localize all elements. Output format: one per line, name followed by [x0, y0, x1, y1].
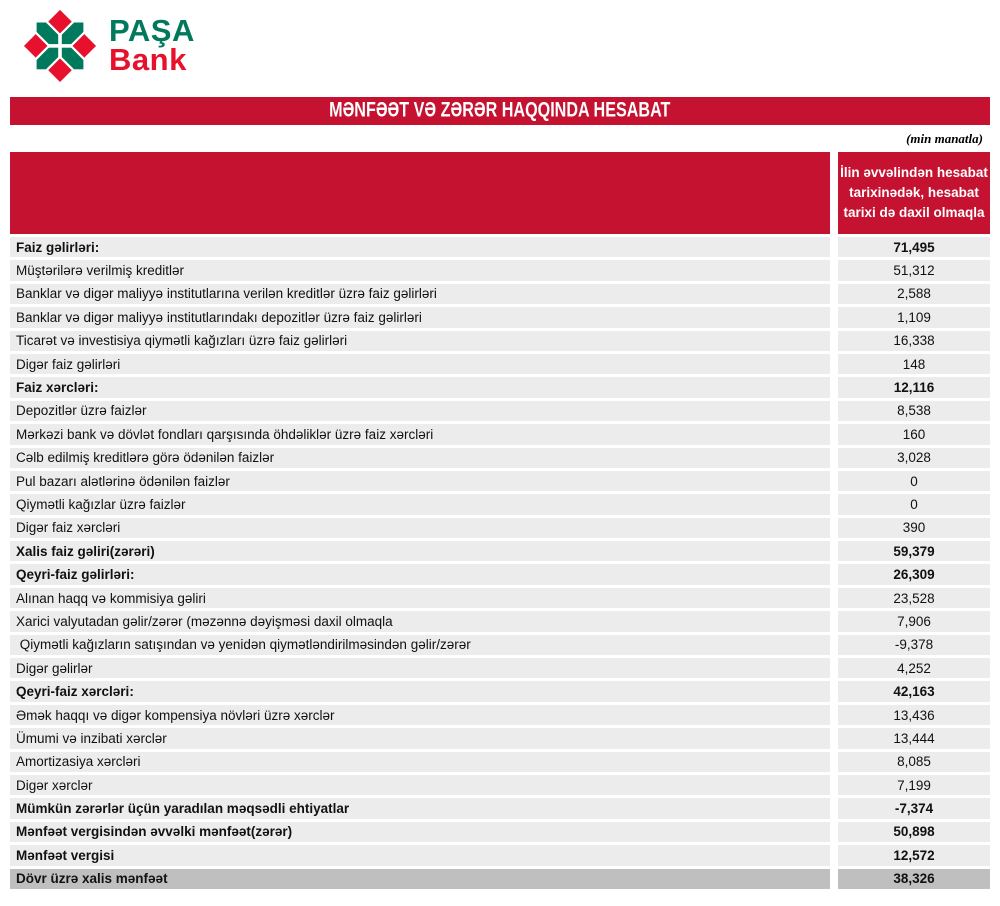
row-label: Xarici valyutadan gəlir/zərər (məzənnə dəyişməsi daxil olmaqla — [10, 611, 830, 631]
row-value: 148 — [838, 354, 990, 374]
table-row — [10, 845, 990, 865]
row-value: 2,588 — [838, 284, 990, 304]
table-row — [10, 424, 990, 444]
row-value: -7,374 — [838, 798, 990, 818]
brand-name-pasha: PAŞA — [109, 12, 195, 48]
row-label: Digər xərclər — [10, 775, 830, 795]
row-value: 71,495 — [838, 237, 990, 257]
row-value: 59,379 — [838, 541, 990, 561]
row-value: 7,199 — [838, 775, 990, 795]
table-row — [10, 518, 990, 538]
row-value: 3,028 — [838, 448, 990, 468]
table-row — [10, 728, 990, 748]
row-label: Qeyri-faiz xərcləri: — [10, 681, 830, 701]
row-label: Xalis faiz gəliri(zərəri) — [10, 541, 830, 561]
table-row — [10, 564, 990, 584]
row-value: 1,109 — [838, 307, 990, 327]
row-value: 12,572 — [838, 845, 990, 865]
row-value: 23,528 — [838, 588, 990, 608]
row-label: Faiz gəlirləri: — [10, 237, 830, 257]
table-row — [10, 798, 990, 818]
row-label: Cəlb edilmiş kreditlərə görə ödənilən faizlər — [10, 448, 830, 468]
table-row — [10, 354, 990, 374]
row-label: Qiymətli kağızlar üzrə faizlər — [10, 494, 830, 514]
units-note: (min manatla) — [906, 131, 983, 146]
row-value: 13,436 — [838, 705, 990, 725]
table-row — [10, 822, 990, 842]
pasha-bank-wordmark — [109, 12, 195, 77]
row-label: Digər faiz gəlirləri — [10, 354, 830, 374]
row-label: Mənfəət vergisi — [10, 845, 830, 865]
row-label: Depozitlər üzrə faizlər — [10, 401, 830, 421]
table-row — [10, 681, 990, 701]
table-row — [10, 752, 990, 772]
row-label: Ticarət və investisiya qiymətli kağızları üzrə faiz gəlirləri — [10, 331, 830, 351]
table-row — [10, 588, 990, 608]
row-label: Qiymətli kağızların satışından və yenidən qiymətləndirilməsindən gəlir/zərər — [10, 635, 830, 655]
row-value: 13,444 — [838, 728, 990, 748]
row-value: 160 — [838, 424, 990, 444]
row-label: Digər faiz xərcləri — [10, 518, 830, 538]
table-row — [10, 541, 990, 561]
table-row — [10, 307, 990, 327]
table-header-label-cell — [10, 152, 830, 234]
table-row — [10, 705, 990, 725]
table-row — [10, 237, 990, 257]
row-value: 8,538 — [838, 401, 990, 421]
table-row — [10, 775, 990, 795]
row-label: Amortizasiya xərcləri — [10, 752, 830, 772]
table-row — [10, 494, 990, 514]
row-label: Mərkəzi bank və dövlət fondları qarşısında öhdəliklər üzrə faiz xərcləri — [10, 424, 830, 444]
report-title-bar — [10, 97, 990, 125]
row-value: 42,163 — [838, 681, 990, 701]
row-value: 51,312 — [838, 260, 990, 280]
row-label: Banklar və digər maliyyə institutlarındakı depozitlər üzrə faiz gəlirləri — [10, 307, 830, 327]
row-value: 4,252 — [838, 658, 990, 678]
table-row — [10, 471, 990, 491]
row-value: 26,309 — [838, 564, 990, 584]
row-value: -9,378 — [838, 635, 990, 655]
row-label: Mənfəət vergisindən əvvəlki mənfəət(zərər) — [10, 822, 830, 842]
row-label: Banklar və digər maliyyə institutlarına verilən kreditlər üzrə faiz gəlirləri — [10, 284, 830, 304]
row-value: 0 — [838, 471, 990, 491]
row-label: Pul bazarı alətlərinə ödənilən faizlər — [10, 471, 830, 491]
table-row — [10, 401, 990, 421]
row-label: Qeyri-faiz gəlirləri: — [10, 564, 830, 584]
table-row — [10, 331, 990, 351]
row-label: Digər gəlirlər — [10, 658, 830, 678]
table-row — [10, 635, 990, 655]
table-row — [10, 611, 990, 631]
table-row — [10, 658, 990, 678]
row-value: 390 — [838, 518, 990, 538]
brand-name-bank: Bank — [109, 42, 187, 77]
row-label: Mümkün zərərlər üçün yaradılan məqsədli ehtiyatlar — [10, 798, 830, 818]
table-row — [10, 284, 990, 304]
row-label: Alınan haqq və kommisiya gəliri — [10, 588, 830, 608]
row-value: 8,085 — [838, 752, 990, 772]
row-label: Ümumi və inzibati xərclər — [10, 728, 830, 748]
row-value: 0 — [838, 494, 990, 514]
table-row — [10, 869, 990, 889]
table-body — [10, 237, 990, 892]
table-header — [10, 152, 990, 234]
row-value: 50,898 — [838, 822, 990, 842]
table-row — [10, 448, 990, 468]
row-value: 7,906 — [838, 611, 990, 631]
table-row — [10, 377, 990, 397]
row-value: 16,338 — [838, 331, 990, 351]
row-label: Müştərilərə verilmiş kreditlər — [10, 260, 830, 280]
row-value: 12,116 — [838, 377, 990, 397]
row-label: Əmək haqqı və digər kompensiya növləri üzrə xərclər — [10, 705, 830, 725]
table-header-value-cell: İlin əvvəlindən hesabat tarixinədək, hesabat tarixi də daxil olmaqla — [838, 152, 990, 234]
report-title: MƏNFƏƏT VƏ ZƏRƏR HAQQINDA HESABAT — [329, 98, 671, 122]
pasha-bank-logo — [24, 8, 195, 82]
row-value: 38,326 — [838, 869, 990, 889]
row-label: Dövr üzrə xalis mənfəət — [10, 869, 830, 889]
row-label: Faiz xərcləri: — [10, 377, 830, 397]
pasha-pinwheel-icon — [24, 8, 96, 82]
table-row — [10, 260, 990, 280]
